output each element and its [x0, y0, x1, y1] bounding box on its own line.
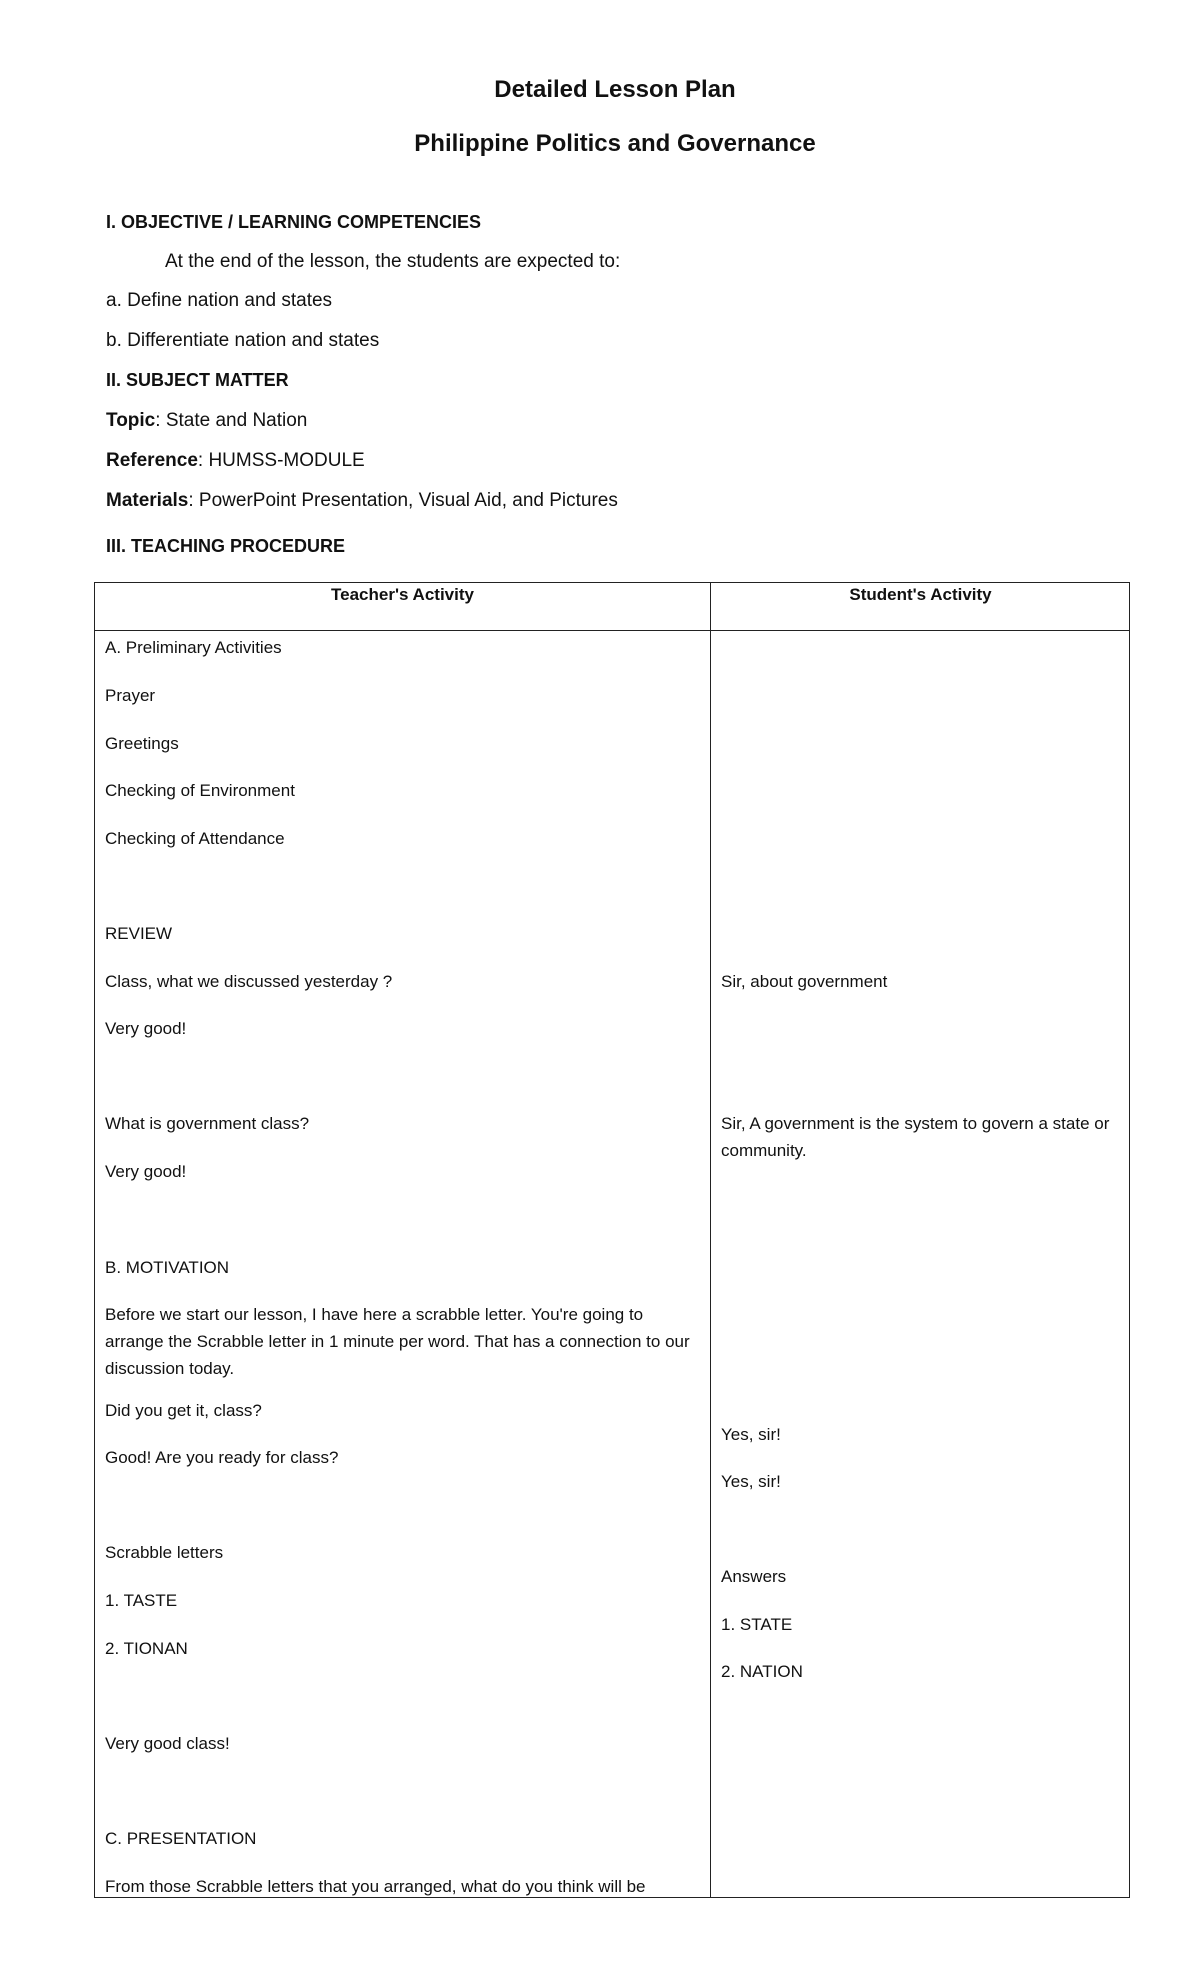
teacher-row: 1. TASTE — [105, 1591, 178, 1610]
subject-matter-heading: II. SUBJECT MATTER — [106, 370, 289, 390]
teacher-row: Checking of Attendance — [105, 829, 285, 848]
objective-intro: At the end of the lesson, the students are expected to: — [165, 251, 621, 272]
teacher-row: Before we start our lesson, I have here a scrabble letter. You're going to arrange the Scrabble letter in 1 minute per word. That has a connection to our discussion today. — [105, 1305, 690, 1378]
teacher-row: Scrabble letters — [105, 1543, 224, 1562]
teacher-activity-header: Teacher's Activity — [331, 585, 474, 604]
procedure-heading: III. TEACHING PROCEDURE — [106, 536, 346, 556]
teacher-row: Good! Are you ready for class? — [105, 1448, 339, 1467]
reference-value: : HUMSS-MODULE — [197, 450, 365, 471]
student-row: Yes, sir! — [721, 1472, 781, 1491]
materials-line — [106, 490, 618, 512]
procedure-table — [94, 582, 1130, 1898]
materials-value: : PowerPoint Presentation, Visual Aid, and Pictures — [188, 490, 618, 511]
student-row: 1. STATE — [721, 1615, 793, 1634]
teacher-row: From those Scrabble letters that you arranged, what do you think will be — [105, 1877, 646, 1896]
teacher-row: Did you get it, class? — [105, 1401, 262, 1420]
teacher-row: Checking of Environment — [105, 781, 295, 800]
teacher-row: A. Preliminary Activities — [105, 638, 282, 657]
document-subtitle: Philippine Politics and Governance — [414, 130, 816, 157]
column-divider — [710, 583, 711, 1897]
teacher-row: Prayer — [105, 686, 156, 705]
reference-line — [106, 450, 365, 472]
student-row: Answers — [721, 1567, 787, 1586]
objective-heading: I. OBJECTIVE / LEARNING COMPETENCIES — [106, 212, 482, 232]
teacher-row: Greetings — [105, 734, 179, 753]
teacher-row: Very good! — [105, 1019, 187, 1038]
document-title: Detailed Lesson Plan — [494, 76, 736, 103]
teacher-row: Very good! — [105, 1162, 187, 1181]
topic-line — [106, 410, 307, 432]
topic-label: Topic — [106, 410, 156, 431]
student-row: 2. NATION — [721, 1662, 803, 1681]
teacher-row: Class, what we discussed yesterday ? — [105, 972, 393, 991]
teacher-row: Very good class! — [105, 1734, 230, 1753]
teacher-row: What is government class? — [105, 1114, 310, 1133]
topic-value: : State and Nation — [155, 410, 308, 431]
header-divider — [95, 630, 1129, 631]
materials-label: Materials — [106, 490, 189, 511]
reference-label: Reference — [106, 450, 198, 471]
teacher-row: C. PRESENTATION — [105, 1829, 257, 1848]
teacher-row: 2. TIONAN — [105, 1639, 188, 1658]
student-activity-header: Student's Activity — [849, 585, 992, 604]
objective-item: a. Define nation and states — [106, 290, 333, 311]
teacher-row: B. MOTIVATION — [105, 1258, 230, 1277]
student-row: Sir, A government is the system to govern a state or community. — [721, 1114, 1110, 1160]
teacher-row: REVIEW — [105, 924, 173, 943]
student-row: Yes, sir! — [721, 1425, 781, 1444]
student-row: Sir, about government — [721, 972, 888, 991]
objective-item: b. Differentiate nation and states — [106, 330, 380, 351]
